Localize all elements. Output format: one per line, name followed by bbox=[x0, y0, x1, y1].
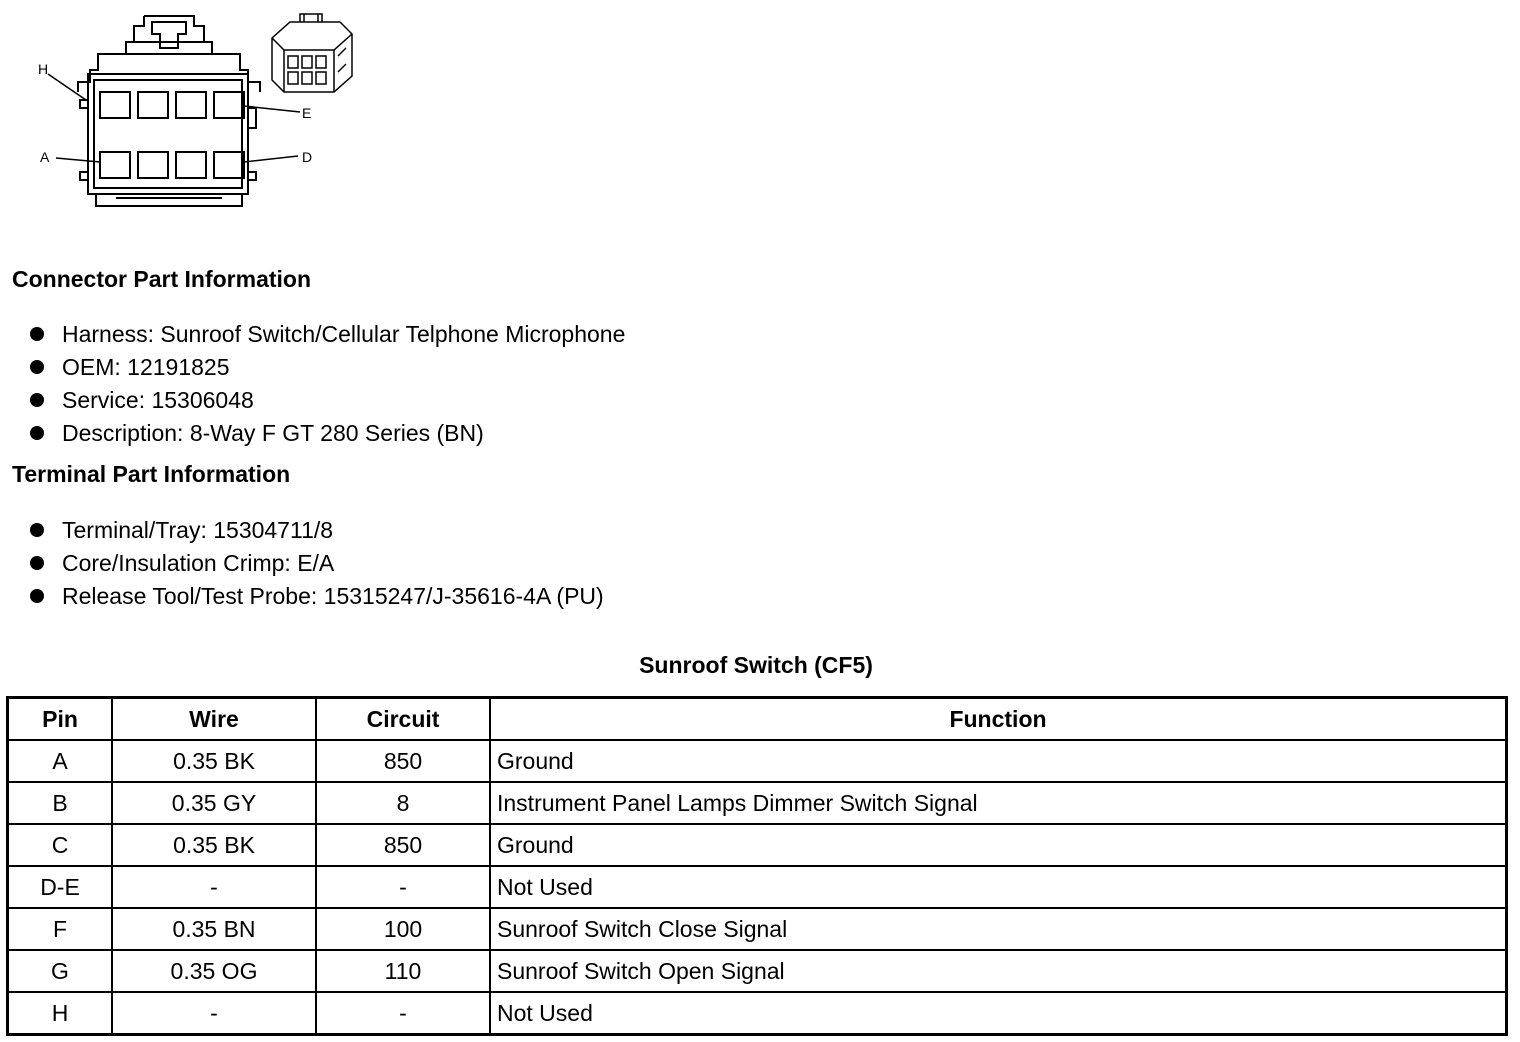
cell-pin: H bbox=[8, 992, 113, 1035]
connector-info-list bbox=[30, 318, 625, 450]
connector-diagram bbox=[30, 8, 370, 218]
cell-pin: D-E bbox=[8, 866, 113, 908]
cell-function: Ground bbox=[490, 824, 1507, 866]
table-title: Sunroof Switch (CF5) bbox=[639, 652, 873, 678]
pin-label-h: H bbox=[38, 61, 49, 77]
terminal-info-title: Terminal Part Information bbox=[12, 461, 291, 487]
list-item: Description: 8-Way F GT 280 Series (BN) bbox=[30, 417, 625, 450]
cell-pin: B bbox=[8, 782, 113, 824]
cell-circuit: 110 bbox=[316, 950, 490, 992]
cell-function: Sunroof Switch Close Signal bbox=[490, 908, 1507, 950]
cell-circuit: 850 bbox=[316, 824, 490, 866]
cell-circuit: - bbox=[316, 866, 490, 908]
list-item: Harness: Sunroof Switch/Cellular Telphone Microphone bbox=[30, 318, 625, 351]
header-circuit: Circuit bbox=[316, 698, 490, 741]
list-item: Terminal/Tray: 15304711/8 bbox=[30, 514, 604, 547]
header-pin: Pin bbox=[8, 698, 113, 741]
pin-label-d: D bbox=[302, 149, 313, 165]
list-item: OEM: 12191825 bbox=[30, 351, 625, 384]
table-row bbox=[8, 908, 1507, 950]
cell-pin: A bbox=[8, 740, 113, 782]
pinout-table bbox=[6, 696, 1508, 1036]
cell-function: Sunroof Switch Open Signal bbox=[490, 950, 1507, 992]
list-item: Service: 15306048 bbox=[30, 384, 625, 417]
list-item: Release Tool/Test Probe: 15315247/J-35616-4A (PU) bbox=[30, 580, 604, 613]
cell-wire: - bbox=[112, 866, 316, 908]
cell-function: Ground bbox=[490, 740, 1507, 782]
cell-circuit: 100 bbox=[316, 908, 490, 950]
cell-circuit: 8 bbox=[316, 782, 490, 824]
cell-wire: - bbox=[112, 992, 316, 1035]
pin-label-a: A bbox=[40, 149, 50, 165]
cell-wire: 0.35 GY bbox=[112, 782, 316, 824]
table-header-row bbox=[8, 698, 1507, 741]
cell-wire: 0.35 BN bbox=[112, 908, 316, 950]
cell-wire: 0.35 BK bbox=[112, 740, 316, 782]
cell-wire: 0.35 BK bbox=[112, 824, 316, 866]
cell-circuit: - bbox=[316, 992, 490, 1035]
cell-pin: C bbox=[8, 824, 113, 866]
cell-function: Not Used bbox=[490, 866, 1507, 908]
table-row bbox=[8, 866, 1507, 908]
list-item: Core/Insulation Crimp: E/A bbox=[30, 547, 604, 580]
cell-circuit: 850 bbox=[316, 740, 490, 782]
pin-label-e: E bbox=[302, 105, 312, 121]
cell-pin: G bbox=[8, 950, 113, 992]
header-wire: Wire bbox=[112, 698, 316, 741]
terminal-info-list bbox=[30, 514, 604, 613]
connector-info-title: Connector Part Information bbox=[12, 266, 312, 292]
table-row bbox=[8, 740, 1507, 782]
header-function: Function bbox=[490, 698, 1507, 741]
cell-function: Instrument Panel Lamps Dimmer Switch Signal bbox=[490, 782, 1507, 824]
table-row bbox=[8, 992, 1507, 1035]
table-row bbox=[8, 782, 1507, 824]
table-row bbox=[8, 824, 1507, 866]
table-row bbox=[8, 950, 1507, 992]
cell-pin: F bbox=[8, 908, 113, 950]
cell-function: Not Used bbox=[490, 992, 1507, 1035]
cell-wire: 0.35 OG bbox=[112, 950, 316, 992]
